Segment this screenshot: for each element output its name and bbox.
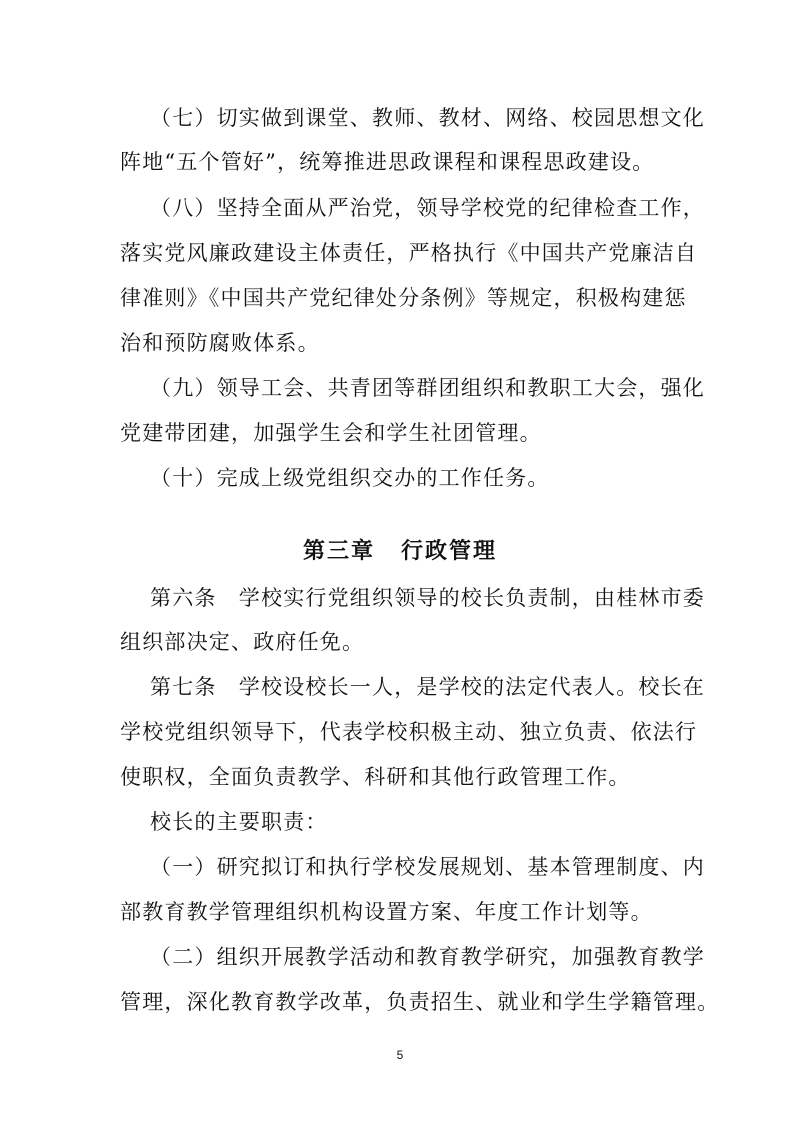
paragraph-line: （九）领导工会、共青团等群团组织和教职工大会，强化: [150, 376, 705, 400]
chapter-number: 第三章: [302, 539, 375, 564]
paragraph-line: 学校党组织领导下，代表学校积极主动、独立负责、依法行: [120, 720, 698, 744]
paragraph-line: 校长的主要职责：: [150, 810, 328, 834]
paragraph-line: 治和预防腐败体系。: [120, 331, 320, 355]
paragraph-line: 党建带团建，加强学生会和学生社团管理。: [120, 421, 542, 445]
chapter-title: 行政管理: [401, 539, 498, 564]
paragraph-line: （一）研究拟订和执行学校发展规划、基本管理制度、内: [150, 855, 705, 879]
paragraph-line: （八）坚持全面从严治党，领导学校党的纪律检查工作，: [150, 196, 705, 220]
paragraph-line: 组织部决定、政府任免。: [120, 630, 365, 654]
paragraph-line: 第六条 学校实行党组织领导的校长负责制，由桂林市委: [150, 586, 705, 610]
paragraph-line: 部教育教学管理组织机构设置方案、年度工作计划等。: [120, 900, 653, 924]
paragraph-line: 阵地“五个管好”，统筹推进思政课程和课程思政建设。: [120, 150, 655, 174]
paragraph-line: 律准则》《中国共产党纪律处分条例》等规定，积极构建惩: [120, 286, 687, 310]
paragraph-line: 使职权，全面负责教学、科研和其他行政管理工作。: [120, 765, 631, 789]
paragraph-line: 落实党风廉政建设主体责任，严格执行《中国共产党廉洁自: [120, 241, 698, 265]
paragraph-line: （七）切实做到课堂、教师、教材、网络、校园思想文化: [150, 106, 705, 130]
paragraph-line: 管理，深化教育教学改革，负责招生、就业和学生学籍管理。: [120, 990, 720, 1014]
paragraph-line: 第七条 学校设校长一人，是学校的法定代表人。校长在: [150, 675, 705, 699]
paragraph-line: （十）完成上级党组织交办的工作任务。: [150, 466, 550, 490]
page-number: 5: [396, 1048, 404, 1062]
chapter-heading: [0, 538, 800, 566]
paragraph-line: （二）组织开展教学活动和教育教学研究，加强教育教学: [150, 945, 705, 969]
